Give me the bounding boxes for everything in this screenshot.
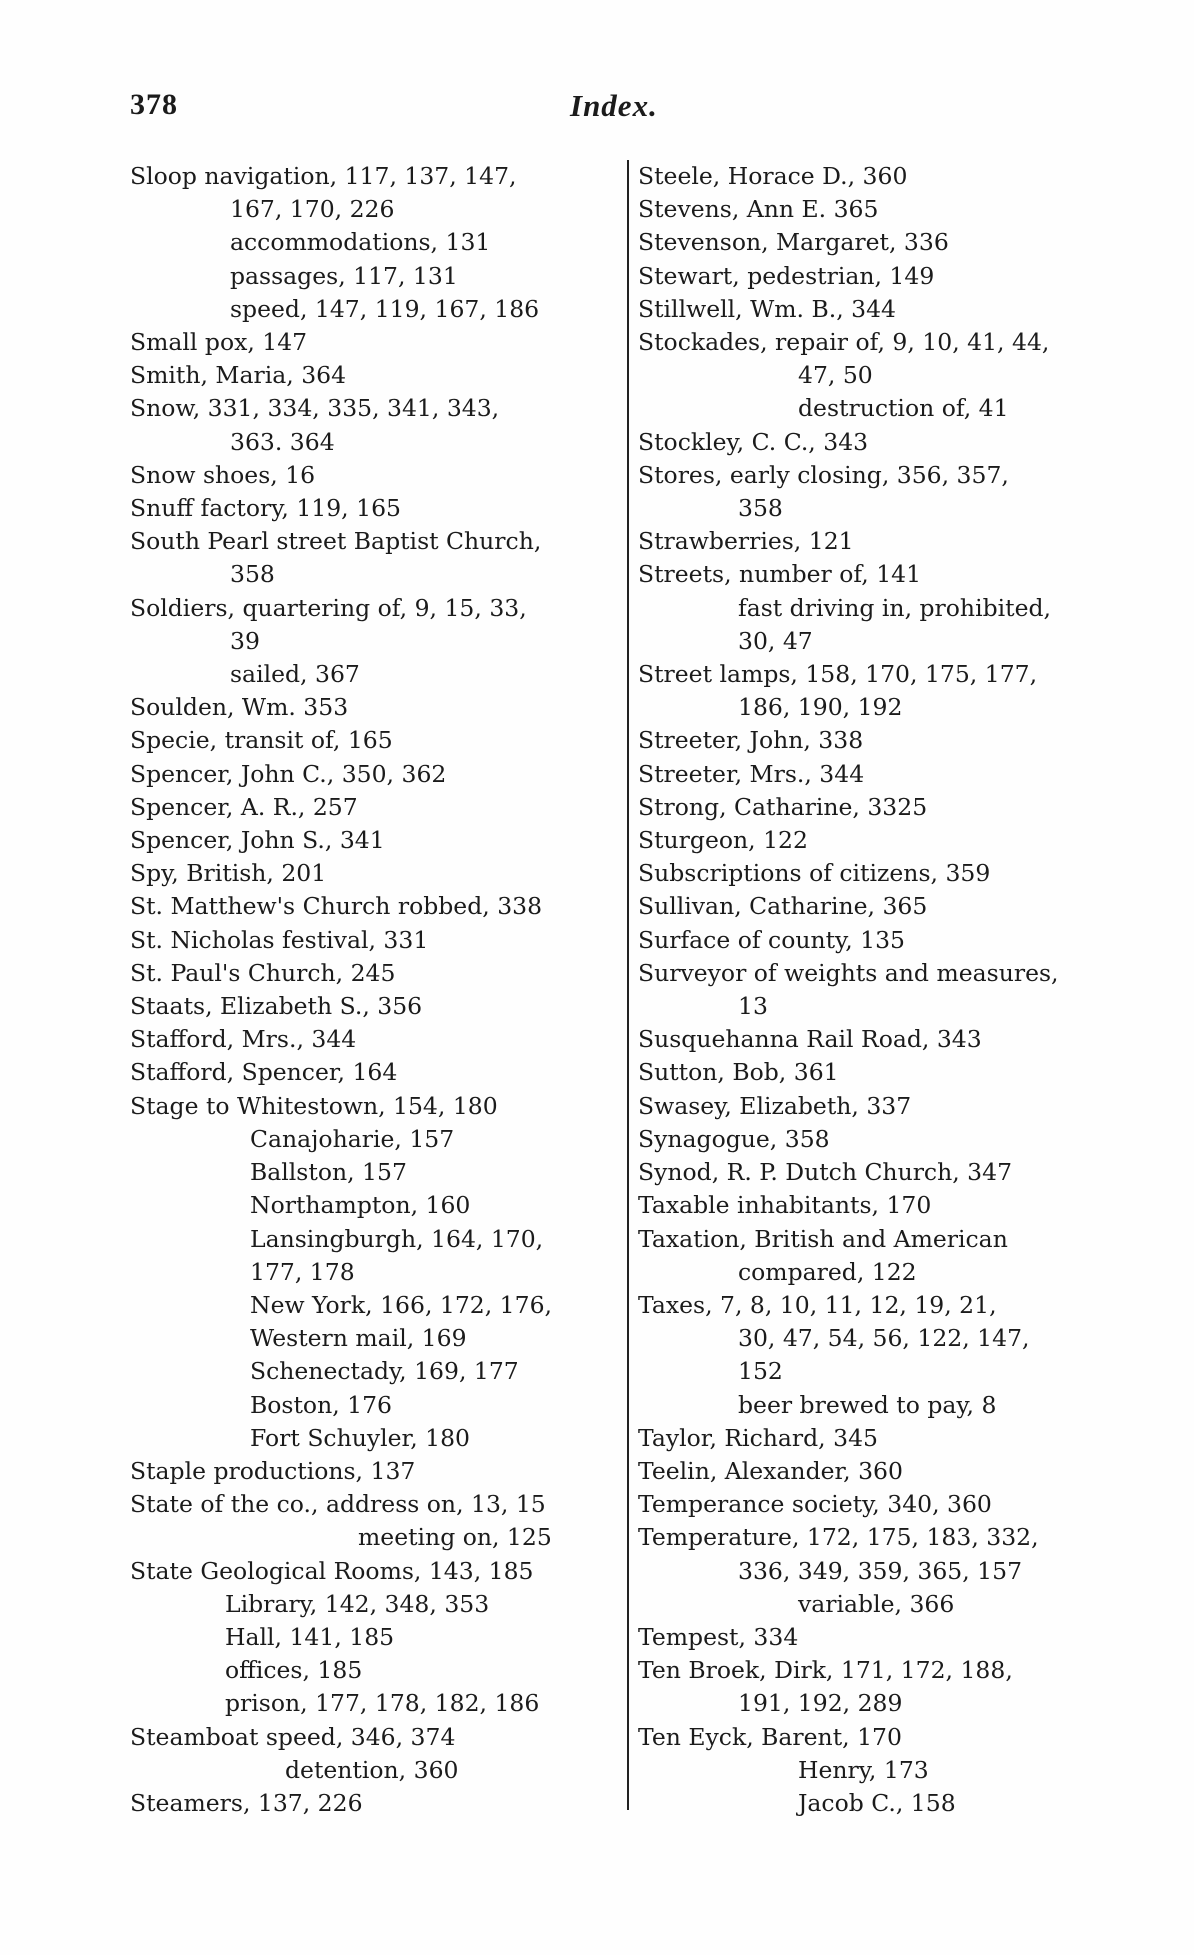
index-entry: Sullivan, Catharine, 365 <box>638 892 928 921</box>
index-entry: Snow shoes, 16 <box>130 460 316 489</box>
index-entry: Fort Schuyler, 180 <box>250 1423 470 1452</box>
index-entry: Small pox, 147 <box>130 328 308 357</box>
index-entry: Canajoharie, 157 <box>250 1124 455 1153</box>
index-entry: 177, 178 <box>250 1257 355 1286</box>
index-entry: meeting on, 125 <box>358 1523 552 1552</box>
page-number: 378 <box>130 88 178 121</box>
index-entry: 358 <box>230 560 275 589</box>
index-entry: Ballston, 157 <box>250 1158 407 1187</box>
index-entry: Henry, 173 <box>798 1755 929 1784</box>
index-entry: Steamboat speed, 346, 374 <box>130 1722 456 1751</box>
index-entry: Synod, R. P. Dutch Church, 347 <box>638 1158 1013 1187</box>
index-entry: Spy, British, 201 <box>130 859 327 888</box>
index-entry: Temperance society, 340, 360 <box>638 1490 992 1519</box>
index-entry: 358 <box>738 494 783 523</box>
index-entry: beer brewed to pay, 8 <box>738 1390 997 1419</box>
index-entry: Schenectady, 169, 177 <box>250 1357 519 1386</box>
index-entry: Teelin, Alexander, 360 <box>638 1456 903 1485</box>
index-entry: variable, 366 <box>798 1589 955 1618</box>
index-entry: Snuff factory, 119, 165 <box>130 494 401 523</box>
index-entry: Spencer, John S., 341 <box>130 826 385 855</box>
index-entry: Subscriptions of citizens, 359 <box>638 859 991 888</box>
index-entry: Spencer, John C., 350, 362 <box>130 759 447 788</box>
index-entry: Stevenson, Margaret, 336 <box>638 228 949 257</box>
index-entry: Sloop navigation, 117, 137, 147, <box>130 162 517 190</box>
index-entry: Library, 142, 348, 353 <box>225 1589 490 1618</box>
index-entry: Taxes, 7, 8, 10, 11, 12, 19, 21, <box>638 1290 997 1319</box>
index-entry: passages, 117, 131 <box>230 261 458 290</box>
index-entry: Surface of county, 135 <box>638 925 906 954</box>
index-entry: Swasey, Elizabeth, 337 <box>638 1091 912 1120</box>
index-entry: Sturgeon, 122 <box>638 826 808 855</box>
index-entry: 191, 192, 289 <box>738 1689 903 1718</box>
index-entry: speed, 147, 119, 167, 186 <box>230 294 540 323</box>
page-title: Index. <box>570 88 658 123</box>
index-entry: Staats, Elizabeth S., 356 <box>130 992 423 1021</box>
index-entry: Western mail, 169 <box>250 1324 467 1353</box>
index-entry: 167, 170, 226 <box>230 195 395 224</box>
column-divider <box>627 160 629 1810</box>
index-entry: 30, 47, 54, 56, 122, 147, <box>738 1324 1030 1353</box>
index-entry: accommodations, 131 <box>230 228 491 257</box>
index-entry: Streets, number of, 141 <box>638 560 922 589</box>
index-entry: New York, 166, 172, 176, <box>250 1290 553 1319</box>
index-entry: sailed, 367 <box>230 660 360 689</box>
index-entry: Ten Broek, Dirk, 171, 172, 188, <box>638 1656 1013 1685</box>
index-entry: Streeter, Mrs., 344 <box>638 759 865 788</box>
index-entry: Ten Eyck, Barent, 170 <box>638 1722 902 1751</box>
index-entry: Smith, Maria, 364 <box>130 361 347 390</box>
index-entry: Strawberries, 121 <box>638 527 854 556</box>
index-entry: Lansingburgh, 164, 170, <box>250 1224 544 1253</box>
index-entry: 30, 47 <box>738 626 813 655</box>
index-entry: Susquehanna Rail Road, 343 <box>638 1025 982 1054</box>
index-entry: Surveyor of weights and measures, <box>638 958 1059 987</box>
index-entry: compared, 122 <box>738 1257 917 1286</box>
index-entry: 186, 190, 192 <box>738 693 903 722</box>
index-entry: St. Nicholas festival, 331 <box>130 925 429 954</box>
index-entry: 39 <box>230 626 260 655</box>
index-entry: detention, 360 <box>285 1755 459 1784</box>
index-entry: Street lamps, 158, 170, 175, 177, <box>638 660 1038 689</box>
index-entry: 363. 364 <box>230 427 335 456</box>
index-entry: Stevens, Ann E. 365 <box>638 195 879 224</box>
index-entry: Jacob C., 158 <box>798 1788 956 1817</box>
index-entry: Steamers, 137, 226 <box>130 1788 363 1817</box>
index-entry: destruction of, 41 <box>798 394 1009 423</box>
index-column-right <box>638 160 1128 1820</box>
index-entry: St. Paul's Church, 245 <box>130 958 396 987</box>
index-entry: 13 <box>738 992 768 1021</box>
index-entry: Stillwell, Wm. B., 344 <box>638 294 896 323</box>
index-entry: Stewart, pedestrian, 149 <box>638 261 935 290</box>
index-entry: Steele, Horace D., 360 <box>638 162 908 190</box>
index-entry: Synagogue, 358 <box>638 1124 830 1153</box>
index-entry: Snow, 331, 334, 335, 341, 343, <box>130 394 500 423</box>
page-header <box>130 88 1060 128</box>
index-entry: Taxable inhabitants, 170 <box>638 1191 932 1220</box>
index-entry: State Geological Rooms, 143, 185 <box>130 1556 534 1585</box>
index-entry: Temperature, 172, 175, 183, 332, <box>638 1523 1039 1552</box>
index-entry: Hall, 141, 185 <box>225 1622 395 1651</box>
index-entry: Soldiers, quartering of, 9, 15, 33, <box>130 593 527 622</box>
index-entry: Specie, transit of, 165 <box>130 726 393 755</box>
index-entry: Stores, early closing, 356, 357, <box>638 460 1009 489</box>
index-column-left <box>130 160 620 1820</box>
index-entry: Taylor, Richard, 345 <box>638 1423 878 1452</box>
index-entry: 152 <box>738 1357 783 1386</box>
index-entry: Tempest, 334 <box>638 1622 799 1651</box>
index-entry: Sutton, Bob, 361 <box>638 1058 839 1087</box>
index-entry: Boston, 176 <box>250 1390 392 1419</box>
index-entry: Spencer, A. R., 257 <box>130 792 358 821</box>
index-entry: St. Matthew's Church robbed, 338 <box>130 892 543 921</box>
index-entry: 47, 50 <box>798 361 873 390</box>
index-entry: Soulden, Wm. 353 <box>130 693 349 722</box>
index-entry: Stage to Whitestown, 154, 180 <box>130 1091 498 1120</box>
index-entry: Taxation, British and American <box>638 1224 1008 1253</box>
index-entry: Stafford, Spencer, 164 <box>130 1058 398 1087</box>
index-entry: Stafford, Mrs., 344 <box>130 1025 357 1054</box>
index-entry: South Pearl street Baptist Church, <box>130 527 542 556</box>
index-entry: 336, 349, 359, 365, 157 <box>738 1556 1023 1585</box>
index-entry: Stockades, repair of, 9, 10, 41, 44, <box>638 328 1050 357</box>
index-entry: Staple productions, 137 <box>130 1456 416 1485</box>
index-entry: Stockley, C. C., 343 <box>638 427 869 456</box>
index-entry: State of the co., address on, 13, 15 <box>130 1490 546 1519</box>
index-entry: Streeter, John, 338 <box>638 726 864 755</box>
index-entry: Northampton, 160 <box>250 1191 471 1220</box>
index-entry: offices, 185 <box>225 1656 363 1685</box>
index-entry: prison, 177, 178, 182, 186 <box>225 1689 540 1718</box>
index-entry: Strong, Catharine, 3325 <box>638 792 928 821</box>
index-entry: fast driving in, prohibited, <box>738 593 1052 622</box>
